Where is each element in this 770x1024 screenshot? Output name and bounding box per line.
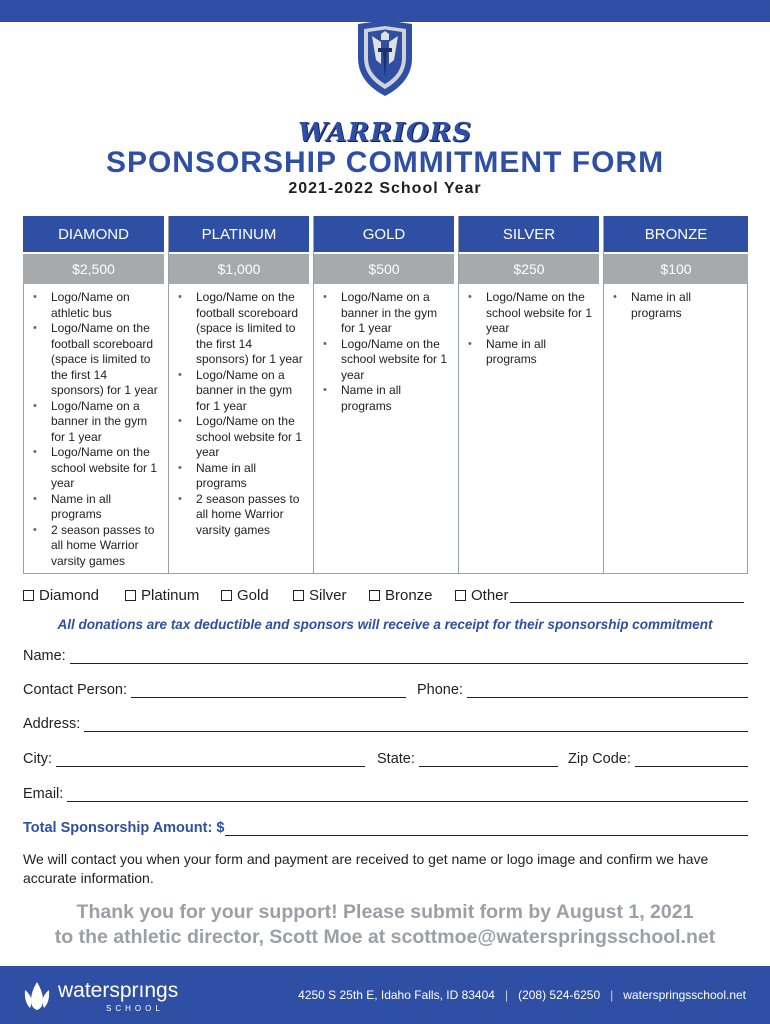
checkbox-icon[interactable] [293, 590, 304, 601]
tier-benefits [459, 284, 603, 574]
choice-label: Diamond [39, 587, 100, 604]
footer-phone: (208) 524-6250 [518, 988, 601, 1002]
contact-person-field [23, 682, 406, 698]
choice-label: Platinum [141, 587, 200, 604]
footer-website-link[interactable]: waterspringsschool.net [623, 988, 746, 1002]
field-label: Address: [23, 716, 81, 732]
tier-benefits [604, 284, 748, 574]
sponsorship-tiers-table [23, 216, 748, 571]
choice-label: Bronze [385, 587, 433, 604]
tier-checkboxes [23, 587, 748, 607]
choice-label: Silver [309, 587, 347, 604]
tier-price: $250 [459, 252, 599, 284]
tier-benefits [23, 284, 168, 574]
state-input-line[interactable] [419, 753, 558, 767]
field-label: Email: [23, 786, 64, 802]
shield-icon [354, 20, 416, 98]
checkbox-icon[interactable] [455, 590, 466, 601]
benefit-item: • Logo/Name on athletic bus [32, 290, 160, 321]
warriors-wordmark: WARRIORS [297, 118, 473, 148]
benefit-item: • Logo/Name on the school website for 1 year [177, 414, 305, 461]
field-label: Contact Person: [23, 682, 127, 698]
address-input-line[interactable] [84, 718, 748, 732]
tier-benefits [314, 284, 458, 574]
benefit-item: • Name in all programs [612, 290, 739, 321]
benefit-item: • 2 season passes to all home Warrior varsity games [32, 523, 160, 570]
footer-address: 4250 S 25th E, Idaho Falls, ID 83404 [298, 988, 495, 1002]
state-field [377, 751, 558, 767]
tier-price: $2,500 [23, 252, 164, 284]
tier-benefits [169, 284, 313, 574]
benefit-item: • Name in all programs [177, 461, 305, 492]
tax-deductible-notice: All donations are tax deductible and sponsors will receive a receipt for their sponsorship commitment [57, 617, 713, 632]
tier-price: $1,000 [169, 252, 309, 284]
benefit-item: • Logo/Name on a banner in the gym for 1 year [32, 399, 160, 446]
choice-bronze[interactable] [369, 587, 433, 604]
top-banner [0, 0, 770, 22]
tier-price: $100 [604, 252, 748, 284]
benefit-item: • Name in all programs [467, 337, 595, 368]
address-field [23, 716, 748, 732]
choice-diamond[interactable] [23, 587, 99, 604]
field-label: Zip Code: [568, 751, 631, 767]
separator: | [610, 988, 614, 1002]
total-amount-field [23, 820, 748, 836]
benefit-item: • 2 season passes to all home Warrior varsity games [177, 492, 305, 539]
form-title: SPONSORSHIP COMMITMENT FORM [105, 146, 665, 179]
checkbox-icon[interactable] [125, 590, 136, 601]
phone-input-line[interactable] [467, 684, 748, 698]
checkbox-icon[interactable] [23, 590, 34, 601]
footer-contact-info [298, 988, 746, 1002]
benefit-item: • Logo/Name on a banner in the gym for 1 year [322, 290, 450, 337]
zip-code-field [568, 751, 748, 767]
tier-name: BRONZE [604, 216, 748, 252]
benefit-item: • Name in all programs [32, 492, 160, 523]
tier-bronze [603, 216, 748, 574]
field-label: State: [377, 751, 415, 767]
tier-price: $500 [314, 252, 454, 284]
checkbox-icon[interactable] [221, 590, 232, 601]
thank-you-line-1: Thank you for your support! Please submit form by August 1, 2021 [76, 901, 694, 923]
choice-gold[interactable] [221, 587, 269, 604]
tier-name: PLATINUM [169, 216, 309, 252]
benefit-item: • Logo/Name on the school website for 1 year [32, 445, 160, 492]
total-label: Total Sponsorship Amount: $ [23, 820, 225, 836]
field-label: Phone: [417, 682, 463, 698]
waterdrop-leaf-icon [22, 980, 52, 1012]
field-label: City: [23, 751, 52, 767]
tier-name: SILVER [459, 216, 599, 252]
benefit-item: • Logo/Name on a banner in the gym for 1 year [177, 368, 305, 415]
tier-silver [458, 216, 603, 574]
email-field [23, 786, 748, 802]
tier-diamond [23, 216, 168, 574]
separator: | [504, 988, 509, 1002]
benefit-item: • Logo/Name on the school website for 1 year [467, 290, 595, 337]
choice-other[interactable] [455, 587, 744, 604]
warriors-logo [0, 20, 770, 148]
phone-field [417, 682, 748, 698]
total-amount-input-line[interactable] [225, 822, 748, 836]
choice-silver[interactable] [293, 587, 347, 604]
choice-label: Other [471, 587, 509, 604]
checkbox-icon[interactable] [369, 590, 380, 601]
waterspringsschool-brand: watersprıngs [58, 979, 179, 1002]
school-year: 2021-2022 School Year [288, 180, 482, 197]
choice-label: Gold [237, 587, 269, 604]
contact-note: We will contact you when your form and payment are received to get name or logo image and confirm we have accurate information. [23, 851, 709, 886]
name-field [23, 648, 748, 664]
field-label: Name: [23, 648, 66, 664]
choice-platinum[interactable] [125, 587, 199, 604]
thank-you-line-2: to the athletic director, Scott Moe at scottmoe@waterspringsschool.net [54, 926, 716, 948]
benefit-item: • Logo/Name on the football scoreboard (space is limited to the first 14 sponsors) for 1 year [177, 290, 305, 368]
footer [0, 966, 770, 1024]
tier-name: DIAMOND [23, 216, 164, 252]
benefit-item: • Logo/Name on the football scoreboard (space is limited to the first 14 sponsors) for 1 year [32, 321, 160, 399]
benefit-item: • Name in all programs [322, 383, 450, 414]
thank-you-message [0, 900, 770, 950]
email-input-line[interactable] [67, 788, 748, 802]
tier-gold [313, 216, 458, 574]
tier-platinum [168, 216, 313, 574]
zip-code-input-line[interactable] [635, 753, 748, 767]
contact-person-input-line[interactable] [131, 684, 406, 698]
tier-name: GOLD [314, 216, 454, 252]
benefit-item: • Logo/Name on the school website for 1 year [322, 337, 450, 384]
name-input-line[interactable] [70, 650, 748, 664]
other-input-line[interactable] [510, 589, 744, 603]
waterspringsschool-subtitle: SCHOOL [106, 1004, 164, 1013]
city-field [23, 751, 365, 767]
city-input-line[interactable] [56, 753, 365, 767]
